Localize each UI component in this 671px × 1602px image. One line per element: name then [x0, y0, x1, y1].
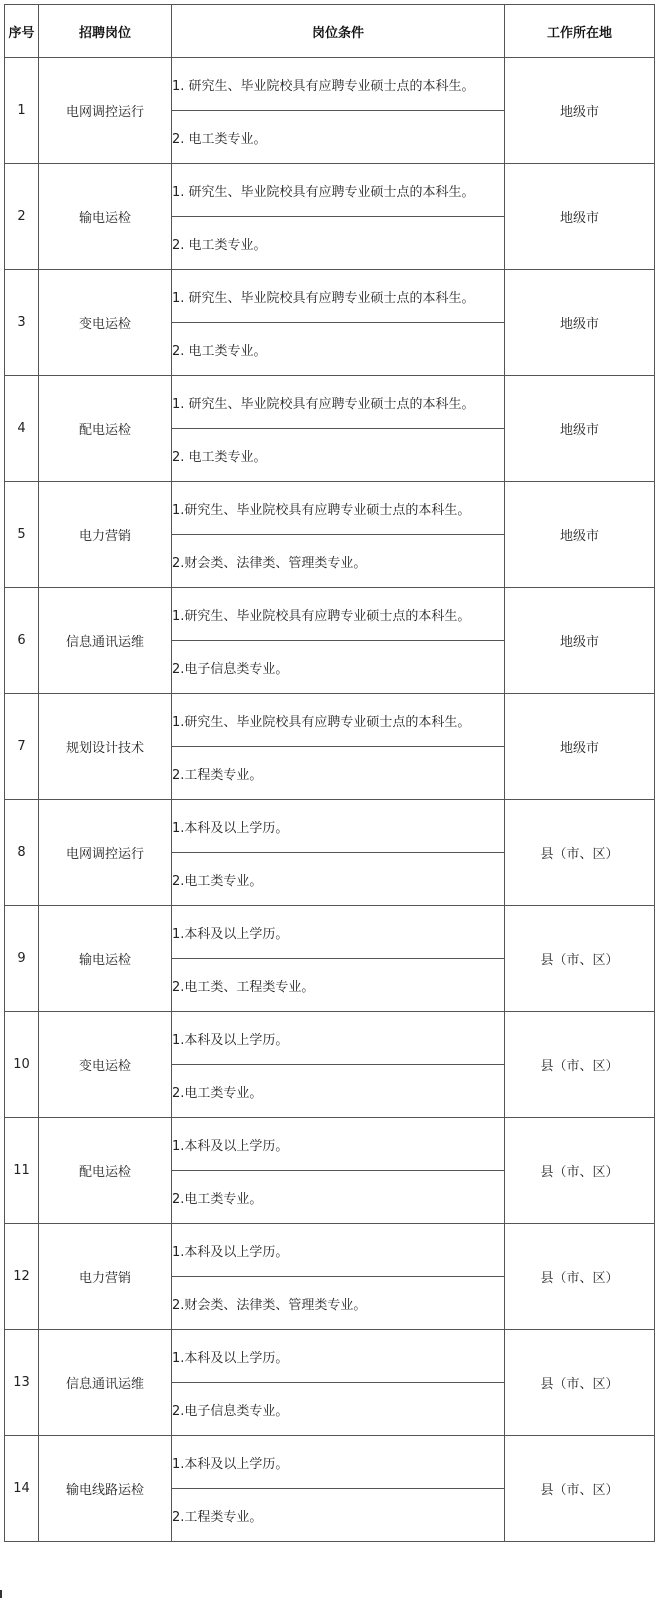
condition-2: 2.电工类专业。 — [172, 1171, 505, 1224]
table-row — [5, 1012, 655, 1065]
work-location: 地级市 — [505, 270, 655, 376]
header-location: 工作所在地 — [505, 5, 655, 58]
condition-2: 2. 电工类专业。 — [172, 429, 505, 482]
table-row — [5, 270, 655, 323]
row-number: 14 — [5, 1436, 39, 1542]
condition-1: 1.本科及以上学历。 — [172, 1012, 505, 1065]
condition-2: 2.财会类、法律类、管理类专业。 — [172, 1277, 505, 1330]
condition-1: 1.研究生、毕业院校具有应聘专业硕士点的本科生。 — [172, 482, 505, 535]
table-row — [5, 694, 655, 747]
row-number: 10 — [5, 1012, 39, 1118]
position-name: 电网调控运行 — [39, 58, 172, 164]
work-location: 县（市、区） — [505, 1436, 655, 1542]
condition-2: 2.电工类专业。 — [172, 853, 505, 906]
position-name: 输电线路运检 — [39, 1436, 172, 1542]
condition-1: 1.本科及以上学历。 — [172, 1436, 505, 1489]
text-cursor-mark — [0, 1590, 2, 1598]
row-number: 8 — [5, 800, 39, 906]
condition-2: 2.电子信息类专业。 — [172, 641, 505, 694]
position-name: 电网调控运行 — [39, 800, 172, 906]
condition-1: 1.研究生、毕业院校具有应聘专业硕士点的本科生。 — [172, 694, 505, 747]
table-row — [5, 1224, 655, 1277]
condition-1: 1. 研究生、毕业院校具有应聘专业硕士点的本科生。 — [172, 376, 505, 429]
header-position: 招聘岗位 — [39, 5, 172, 58]
table-row — [5, 58, 655, 111]
work-location: 县（市、区） — [505, 906, 655, 1012]
condition-1: 1.本科及以上学历。 — [172, 906, 505, 959]
row-number: 1 — [5, 58, 39, 164]
work-location: 县（市、区） — [505, 1012, 655, 1118]
condition-2: 2. 电工类专业。 — [172, 323, 505, 376]
header-no: 序号 — [5, 5, 39, 58]
position-name: 配电运检 — [39, 1118, 172, 1224]
position-name: 配电运检 — [39, 376, 172, 482]
condition-1: 1.研究生、毕业院校具有应聘专业硕士点的本科生。 — [172, 588, 505, 641]
table-row — [5, 164, 655, 217]
work-location: 地级市 — [505, 694, 655, 800]
condition-1: 1.本科及以上学历。 — [172, 1224, 505, 1277]
row-number: 3 — [5, 270, 39, 376]
work-location: 县（市、区） — [505, 1330, 655, 1436]
position-name: 规划设计技术 — [39, 694, 172, 800]
condition-2: 2.电工类、工程类专业。 — [172, 959, 505, 1012]
row-number: 9 — [5, 906, 39, 1012]
condition-1: 1. 研究生、毕业院校具有应聘专业硕士点的本科生。 — [172, 58, 505, 111]
condition-2: 2.工程类专业。 — [172, 1489, 505, 1542]
table-row — [5, 376, 655, 429]
work-location: 地级市 — [505, 376, 655, 482]
position-name: 信息通讯运维 — [39, 588, 172, 694]
header-row — [5, 5, 655, 58]
condition-2: 2. 电工类专业。 — [172, 111, 505, 164]
position-name: 信息通讯运维 — [39, 1330, 172, 1436]
row-number: 6 — [5, 588, 39, 694]
condition-1: 1.本科及以上学历。 — [172, 1330, 505, 1383]
table-row — [5, 588, 655, 641]
row-number: 5 — [5, 482, 39, 588]
row-number: 11 — [5, 1118, 39, 1224]
position-name: 电力营销 — [39, 482, 172, 588]
table-row — [5, 906, 655, 959]
row-number: 13 — [5, 1330, 39, 1436]
row-number: 12 — [5, 1224, 39, 1330]
condition-1: 1. 研究生、毕业院校具有应聘专业硕士点的本科生。 — [172, 270, 505, 323]
row-number: 7 — [5, 694, 39, 800]
table-row — [5, 482, 655, 535]
row-number: 2 — [5, 164, 39, 270]
condition-2: 2.电工类专业。 — [172, 1065, 505, 1118]
recruitment-table — [4, 4, 655, 1542]
row-number: 4 — [5, 376, 39, 482]
work-location: 地级市 — [505, 58, 655, 164]
table-row — [5, 800, 655, 853]
condition-1: 1.本科及以上学历。 — [172, 1118, 505, 1171]
position-name: 电力营销 — [39, 1224, 172, 1330]
work-location: 地级市 — [505, 482, 655, 588]
condition-2: 2.财会类、法律类、管理类专业。 — [172, 535, 505, 588]
condition-1: 1. 研究生、毕业院校具有应聘专业硕士点的本科生。 — [172, 164, 505, 217]
position-name: 变电运检 — [39, 1012, 172, 1118]
condition-2: 2.电子信息类专业。 — [172, 1383, 505, 1436]
condition-2: 2. 电工类专业。 — [172, 217, 505, 270]
table-row — [5, 1436, 655, 1489]
position-name: 输电运检 — [39, 906, 172, 1012]
work-location: 地级市 — [505, 164, 655, 270]
header-conditions: 岗位条件 — [172, 5, 505, 58]
condition-2: 2.工程类专业。 — [172, 747, 505, 800]
work-location: 地级市 — [505, 588, 655, 694]
work-location: 县（市、区） — [505, 800, 655, 906]
condition-1: 1.本科及以上学历。 — [172, 800, 505, 853]
table-row — [5, 1330, 655, 1383]
work-location: 县（市、区） — [505, 1118, 655, 1224]
table-row — [5, 1118, 655, 1171]
position-name: 输电运检 — [39, 164, 172, 270]
work-location: 县（市、区） — [505, 1224, 655, 1330]
position-name: 变电运检 — [39, 270, 172, 376]
